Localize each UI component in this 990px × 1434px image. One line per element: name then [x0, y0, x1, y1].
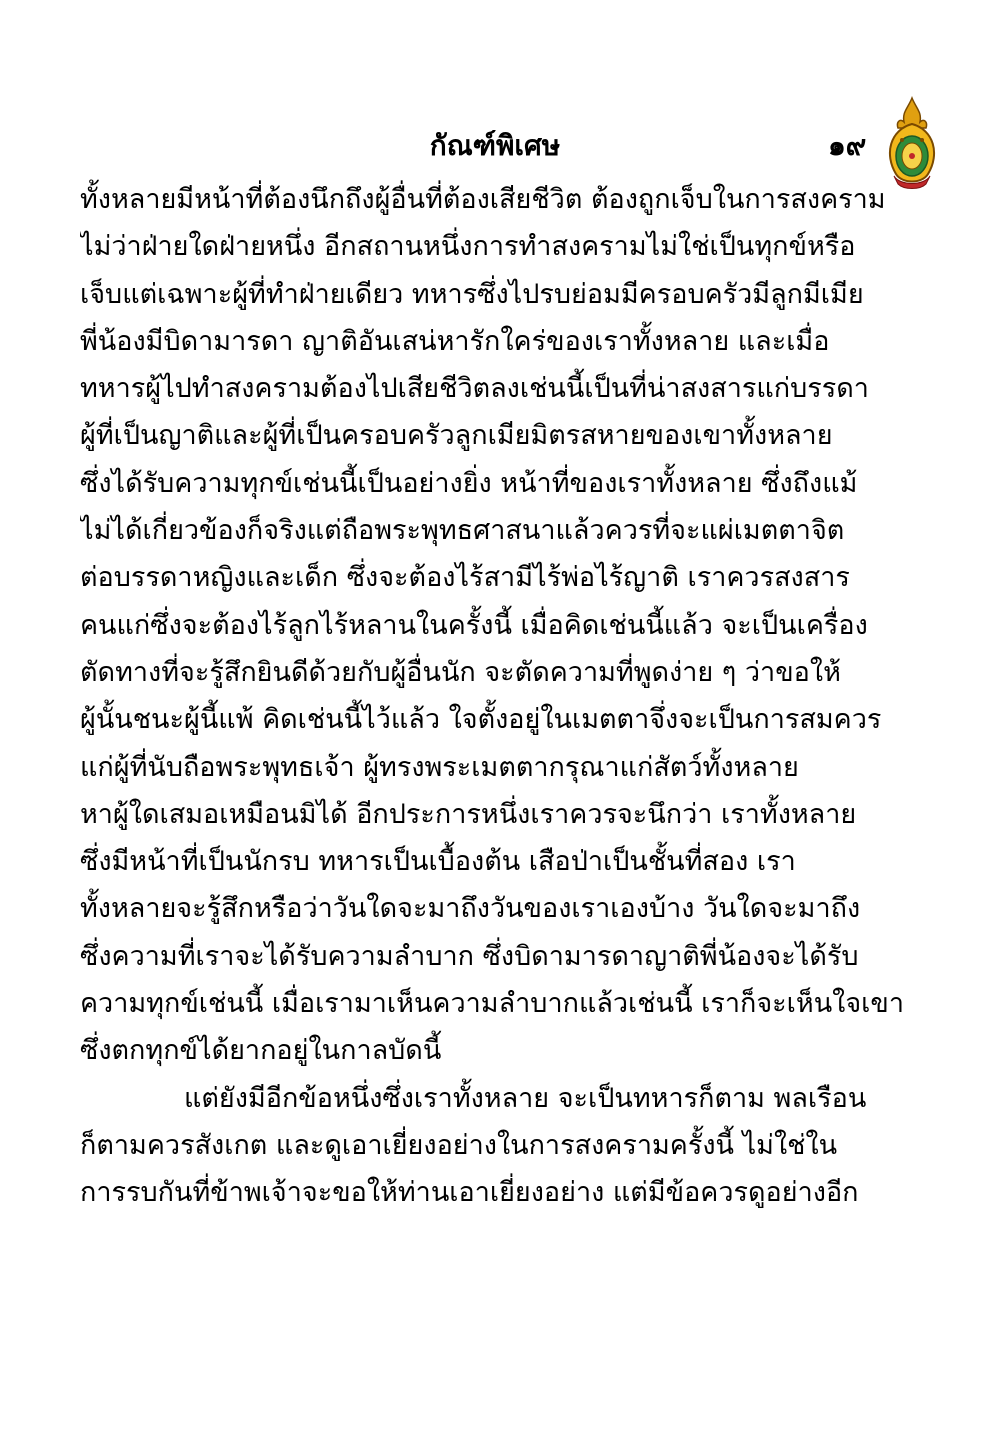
text-line: ซึ่งได้รับความทุกข์เช่นนี้เป็นอย่างยิ่ง หน้าที่ของเราทั้งหลาย ซึ่งถึงแม้: [80, 467, 858, 499]
text-line: การรบกันที่ข้าพเจ้าจะขอให้ท่านเอาเยี่ยงอย่าง แต่มีข้อควรดูอย่างอีก: [80, 1177, 859, 1209]
text-line: ซึ่งมีหน้าที่เป็นนักรบ ทหารเป็นเบื้องต้น เสือป่าเป็นชั้นที่สอง เรา: [80, 846, 796, 878]
text-line: หาผู้ใดเสมอเหมือนมิได้ อีกประการหนึ่งเราควรจะนึกว่า เราทั้งหลาย: [80, 798, 857, 830]
text-line: ผู้ที่เป็นญาติและผู้ที่เป็นครอบครัวลูกเมียมิตรสหายของเขาทั้งหลาย: [80, 420, 833, 452]
text-line: ความทุกข์เช่นนี้ เมื่อเรามาเห็นความลำบากแล้วเช่นนี้ เราก็จะเห็นใจเขา: [80, 988, 905, 1020]
text-line: ผู้นั้นชนะผู้นี้แพ้ คิดเช่นนี้ไว้แล้ว ใจตั้งอยู่ในเมตตาจึ่งจะเป็นการสมควร: [80, 704, 882, 736]
text-line: ตัดทางที่จะรู้สึกยินดีด้วยกับผู้อื่นนัก จะตัดความที่พูดง่าย ๆ ว่าขอให้: [80, 656, 841, 688]
page-title: กัณฑ์พิเศษ: [429, 129, 561, 162]
text-line: ทั้งหลายมีหน้าที่ต้องนึกถึงผู้อื่นที่ต้องเสียชีวิต ต้องถูกเจ็บในการสงคราม: [80, 184, 886, 215]
body-text: [80, 176, 910, 1217]
text-line: ทั้งหลายจะรู้สึกหรือว่าวันใดจะมาถึงวันของเราเองบ้าง วันใดจะมาถึง: [80, 893, 861, 925]
text-line: แก่ผู้ที่นับถือพระพุทธเจ้า ผู้ทรงพระเมตตากรุณาแก่สัตว์ทั้งหลาย: [80, 751, 799, 783]
page-number: ๑๙: [828, 129, 867, 162]
text-line: ก็ตามควรสังเกต และดูเอาเยี่ยงอย่างในการสงครามครั้งนี้ ไม่ใช่ใน: [80, 1129, 838, 1161]
paragraph-start-line: แต่ยังมีอีกข้อหนึ่งซึ่งเราทั้งหลาย จะเป็นทหารก็ตาม พลเรือน: [184, 1082, 867, 1114]
text-line: ทหารผู้ไปทำสงครามต้องไปเสียชีวิตลงเช่นนี้เป็นที่น่าสงสารแก่บรรดา: [80, 373, 869, 405]
text-line: พี่น้องมีบิดามารดา ญาติอันเสน่หารักใคร่ของเราทั้งหลาย และเมื่อ: [80, 325, 830, 357]
text-line: ไม่ได้เกี่ยวข้องก็จริงแต่ถือพระพุทธศาสนาแล้วควรที่จะแผ่เมตตาจิต: [80, 515, 845, 547]
text-line: ต่อบรรดาหญิงและเด็ก ซึ่งจะต้องไร้สามีไร้พ่อไร้ญาติ เราควรสงสาร: [80, 562, 850, 594]
text-line: ซึ่งความที่เราจะได้รับความลำบาก ซึ่งบิดามารดาญาติพี่น้องจะได้รับ: [80, 940, 859, 972]
text-line: เจ็บแต่เฉพาะผู้ที่ทำฝ่ายเดียว ทหารซึ่งไปรบย่อมมีครอบครัวมีลูกมีเมีย: [80, 278, 864, 310]
text-line: ไม่ว่าฝ่ายใดฝ่ายหนึ่ง อีกสถานหนึ่งการทำสงครามไม่ใช่เป็นทุกข์หรือ: [80, 231, 856, 263]
text-line: คนแก่ซึ่งจะต้องไร้ลูกไร้หลานในครั้งนี้ เมื่อคิดเช่นนี้แล้ว จะเป็นเครื่อง: [80, 609, 868, 641]
text-line: ซึ่งตกทุกข์ได้ยากอยู่ในกาลบัดนี้: [80, 1035, 442, 1067]
